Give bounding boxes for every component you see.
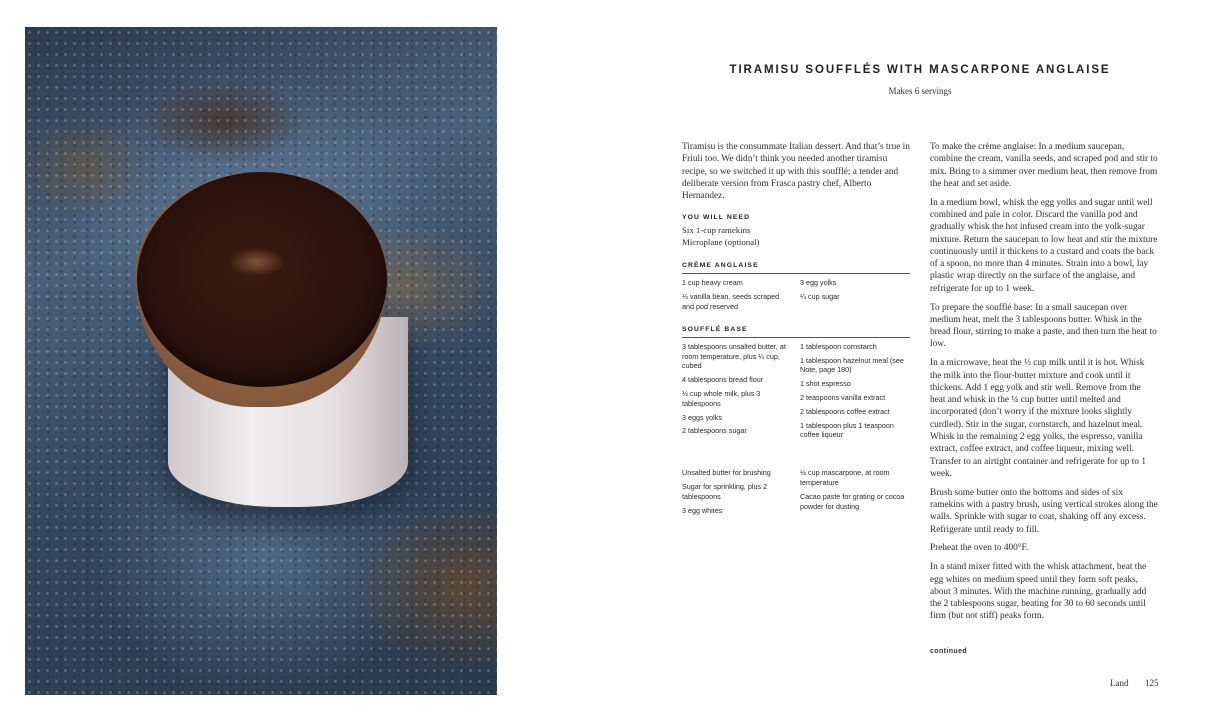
continued-label: continued xyxy=(930,648,968,655)
ingredient: ½ cup mascarpone, at room temperature xyxy=(800,468,890,488)
ingredient: ¼ cup sugar xyxy=(800,292,840,302)
ingredient: ½ cup whole milk, plus 3 tablespoons xyxy=(682,389,761,408)
method-step: To make the crème anglaise: In a medium saucepan, combine the cream, vanilla seeds, and scraped pod and stir to mix. Bring to a simmer over medium heat, then remove from the heat and set aside. xyxy=(930,142,1158,189)
footer-section-name: Land xyxy=(1110,678,1129,688)
creme-anglaise-section xyxy=(682,262,910,315)
souffle-base-section xyxy=(682,326,910,444)
ingredient: 2 tablespoons coffee extract xyxy=(800,406,890,416)
ingredient: 1 tablespoon hazelnut meal (see Note, page 180) xyxy=(800,355,904,375)
extras-section xyxy=(682,468,910,519)
ingredient: 1 tablespoon plus 1 teaspoon coffee liqueur xyxy=(800,420,894,440)
intro xyxy=(682,141,910,202)
ingredient-grid xyxy=(682,468,910,519)
divider xyxy=(682,273,910,274)
ingredient-grid xyxy=(682,342,910,444)
ingredient: 2 tablespoons sugar xyxy=(682,426,747,436)
ingredient-column-left xyxy=(682,342,792,444)
ingredient: 3 eggs yolks xyxy=(682,412,722,422)
ingredient: Cacao paste for grating or cocoa powder for dusting xyxy=(800,491,905,511)
method-step: In a microwave, heat the ½ cup milk until it is hot. Whisk the milk into the flour-butter mixture and cook until it thickens. Add 1 egg yolk and stir well. Remove from the heat and whisk in the ¼ cup butter until melted and incorporated (don’t worry if the mixture looks slightly curdled). Stir in the sugar, cornstarch, and hazelnut meal. Whisk in the remaining 2 egg yolks, the espresso, vanilla extract, coffee extract, and coffee liqueur, mixing well. Transfer to an airtight container and refrigerate for up to 1 week. xyxy=(930,358,1146,479)
ingredients-column xyxy=(682,141,910,519)
ingredient: 1 cup heavy cream xyxy=(682,278,743,288)
ingredient: Sugar for sprinkling, plus 2 tablespoons xyxy=(682,482,768,501)
ingredient: 3 egg yolks xyxy=(800,278,837,288)
ingredient-column-right xyxy=(800,342,910,444)
souffle-photo xyxy=(25,27,497,695)
ingredient: 1 tablespoon cornstarch xyxy=(800,341,877,351)
recipe-title: TIRAMISU SOUFFLÉS WITH MASCARPONE ANGLAISE xyxy=(729,64,1111,76)
page-number: 125 xyxy=(1145,678,1159,688)
ingredient: 3 egg whites xyxy=(682,505,723,515)
ingredient: 4 tablespoons bread flour xyxy=(682,375,764,385)
equipment-item: Microplane (optional) xyxy=(682,237,760,248)
ingredient-grid xyxy=(682,278,910,315)
ingredient: 3 tablespoons unsalted butter, at room temperature, plus ¼ cup, cubed xyxy=(682,341,786,371)
section-heading: YOU WILL NEED xyxy=(682,214,751,222)
ingredient-column-right xyxy=(800,278,910,315)
method-step: Brush some butter onto the bottoms and sides of six ramekins with a pastry brush, using vertical strokes along the walls. Sprinkle with sugar to coat, shaking off any excess. Refrigerate until ready to fill. xyxy=(930,487,1158,535)
recipe-yield: Makes 6 servings xyxy=(888,86,952,96)
method-step: To prepare the soufflé base: In a small saucepan over medium heat, melt the 3 tablespoons butter. Whisk in the bread flour, stirring to make a paste, and then turn the heat to low. xyxy=(930,302,1157,350)
you-will-need-section xyxy=(682,214,910,248)
ingredient-column-right xyxy=(800,468,910,519)
method-step: Preheat the oven to 400°F. xyxy=(930,543,1029,554)
divider xyxy=(682,337,910,338)
souffle-top xyxy=(137,172,387,387)
equipment-item: Six 1-cup ramekins xyxy=(682,225,751,236)
ingredient-column-left xyxy=(682,278,792,315)
ingredient: 2 teaspoons vanilla extract xyxy=(800,393,886,403)
ingredient-column-left xyxy=(682,468,792,519)
intro-text: Tiramisu is the consummate Italian dessert. And that’s true in Friuli too. We didn’t think you needed another tiramisu recipe, so we switched it up with this soufflé; a tender and deliberate version from Frasca pastry chef, Alberto Hernandez. xyxy=(682,142,910,202)
method-column xyxy=(930,141,1158,629)
method-step: In a medium bowl, whisk the egg yolks and sugar until well combined and pale in color. Discard the vanilla pod and gradually whisk the hot infused cream into the yolk-sugar mixture. Return the saucepan to low heat and stir the mixture continuously until it thickens to a custard and coats the back of a spoon, no more than 4 minutes. Strain into a bowl, lay plastic wrap directly on the surface of the anglaise, and refrigerate for up to 1 week. xyxy=(930,197,1158,294)
ingredient: Unsalted butter for brushing xyxy=(682,468,771,478)
ingredient: ½ vanilla bean, seeds scraped and pod reserved xyxy=(682,292,780,312)
section-heading: SOUFFLÉ BASE xyxy=(682,325,748,333)
section-heading: CRÈME ANGLAISE xyxy=(682,262,759,270)
method-step: In a stand mixer fitted with the whisk attachment, beat the egg whites on medium speed until they form soft peaks, about 3 minutes. With the machine running, gradually add the 2 tablespoons sugar, beating for 30 to 60 seconds until firm (but not stiff) peaks form. xyxy=(930,562,1147,622)
ingredient: 1 shot espresso xyxy=(800,379,851,389)
